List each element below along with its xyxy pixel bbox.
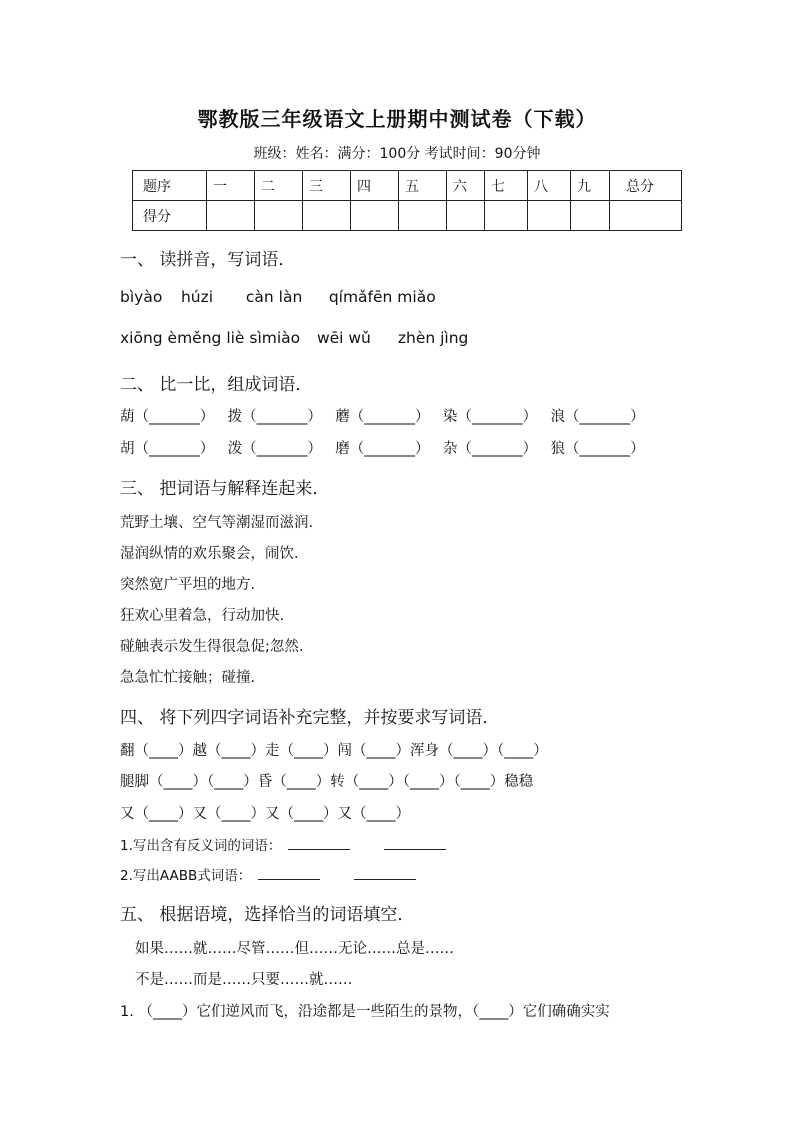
compare-row-2 [120,437,645,458]
match-line: 急急忙忙接触；碰撞. [120,670,256,686]
match-line: 狂欢心里着急，行动加快. [120,608,285,624]
pinyin-item: qímǎfēn miǎo [328,288,436,306]
pinyin-item: xiōng èměng liè sìmiào [120,329,301,347]
score-blank-cell[interactable] [528,201,571,231]
score-blank-cell[interactable] [399,201,447,231]
exam-info: 班级：姓名：满分：100分 考试时间：90分钟 [253,146,541,162]
match-line: 突然宽广平坦的地方. [120,577,256,593]
pinyin-item: càn làn [245,288,303,306]
word-bank-line-2: 不是……而是……只要……就…… [135,972,353,988]
score-cell: 八 [528,171,571,201]
score-blank-cell[interactable] [571,201,610,231]
compare-item[interactable]: 葫（_______） [120,409,215,425]
compare-item[interactable]: 狼（_______） [550,441,645,457]
match-line: 荒野土壤、空气等潮湿而滋润. [120,515,314,531]
score-cell: 九 [571,171,610,201]
idiom-row-3[interactable]: 又（____）又（____）又（____）又（____） [120,806,410,822]
score-cell: 六 [447,171,485,201]
match-line: 碰触表示发生得很急促;忽然. [120,639,304,655]
score-cell: 得分 [133,201,207,231]
idiom-row-2[interactable]: 腿脚（____）（____）昏（____）转（____）（____）（____）稳稳 [120,774,534,790]
compare-item[interactable]: 胡（_______） [120,441,215,457]
question-text: 1.写出含有反义词的词语： [120,838,282,854]
score-cell: 四 [351,171,399,201]
score-cell: 七 [485,171,528,201]
pinyin-item: bìyào [120,288,163,306]
score-blank-cell[interactable] [351,201,399,231]
compare-item[interactable]: 蘑（_______） [335,409,430,425]
score-blank-cell[interactable] [207,201,255,231]
compare-item[interactable]: 拨（_______） [227,409,322,425]
score-table [132,170,682,231]
compare-row-1 [120,405,645,426]
pinyin-item: wēi wǔ [316,329,371,347]
page-title: 鄂教版三年级语文上册期中测试卷（下载） [197,107,597,131]
compare-item[interactable]: 浪（_______） [550,409,645,425]
pinyin-item: zhèn jìng [397,329,469,347]
score-blank-cell[interactable] [447,201,485,231]
score-cell: 五 [399,171,447,201]
score-blank-cell[interactable] [610,201,682,231]
score-blank-cell[interactable] [485,201,528,231]
compare-item[interactable]: 杂（_______） [442,441,538,457]
score-table-header-row [133,171,682,201]
score-cell: 总分 [610,171,682,201]
pinyin-line-1 [120,288,436,306]
score-cell: 三 [303,171,351,201]
score-blank-cell[interactable] [255,201,303,231]
idiom-question-1 [120,834,446,854]
fill-question-1[interactable]: 1. （____）它们逆风而飞，沿途都是一些陌生的景物，（____）它们确确实实 [120,1004,610,1020]
score-cell: 二 [255,171,303,201]
word-bank-line-1: 如果……就……尽管……但……无论……总是…… [135,941,454,957]
answer-blank[interactable] [288,848,350,850]
compare-item[interactable]: 磨（_______） [335,441,430,457]
answer-blank[interactable] [354,878,416,880]
idiom-question-2 [120,864,416,884]
section-1-title: 一、 读拼音，写词语． [120,250,296,270]
match-line: 湿润纵情的欢乐聚会，闹饮. [120,546,299,562]
score-blank-cell[interactable] [303,201,351,231]
section-3-title: 三、 把词语与解释连起来． [120,479,330,499]
answer-blank[interactable] [384,848,446,850]
score-cell: 一 [207,171,255,201]
score-table-score-row [133,201,682,231]
pinyin-item: húzi [180,288,214,306]
section-2-title: 二、 比一比，组成词语． [120,375,313,395]
answer-blank[interactable] [258,878,320,880]
section-5-title: 五、 根据语境，选择恰当的词语填空． [120,905,415,925]
question-text: 2.写出AABB式词语： [120,868,252,884]
section-4-title: 四、 将下列四字词语补充完整，并按要求写词语． [120,708,500,728]
idiom-row-1[interactable]: 翻（____）越（____）走（____）闯（____）浑身（____）（____） [120,743,548,759]
score-cell: 题序 [133,171,207,201]
pinyin-line-2 [120,329,468,347]
compare-item[interactable]: 染（_______） [442,409,538,425]
compare-item[interactable]: 泼（_______） [227,441,322,457]
